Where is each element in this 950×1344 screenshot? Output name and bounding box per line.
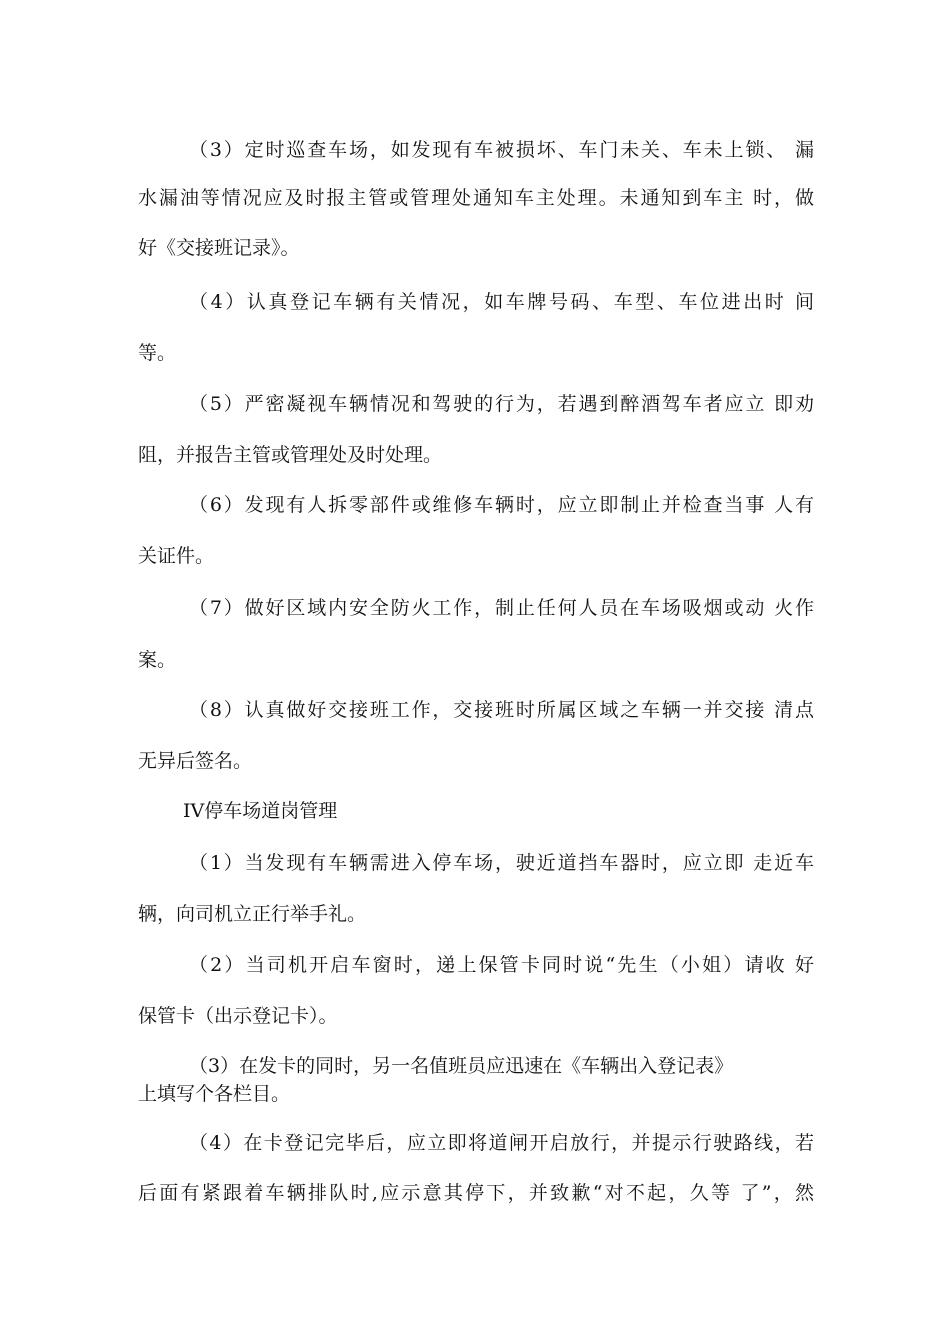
item3-line2: 水漏油等情况应及时报主管或管理处通知车主处理。未通知到车主 时，做 [138, 187, 814, 209]
gate4-line2: 后面有紧跟着车辆排队时,应示意其停下，并致歉“对不起，久等 了”，然 [138, 1182, 814, 1204]
item8-line2: 无异后签名。 [138, 750, 253, 772]
gate1-line1: （1）当发现有车辆需进入停车场，驶近道挡车器时，应立即 走近车 [189, 852, 814, 874]
item6-line2: 关证件。 [138, 545, 215, 567]
gate3-line2: 上填写个各栏目。 [138, 1083, 291, 1105]
item8-line1: （8）认真做好交接班工作，交接班时所属区域之车辆一并交接 清点 [189, 699, 814, 721]
gate1-line2: 辆，向司机立正行举手礼。 [138, 903, 367, 925]
gate2-line2: 保管卡（出示登记卡）。 [138, 1005, 338, 1027]
gate3-line1: （3）在发卡的同时，另一名值班员应迅速在《车辆出入登记表》 [189, 1055, 734, 1077]
gate4-line1: （4）在卡登记完毕后，应立即将道闸开启放行，并提示行驶路线，若 [189, 1132, 814, 1154]
section-heading: IV停车场道岗管理 [183, 800, 338, 822]
gate2-line1: （2）当司机开启车窗时，递上保管卡同时说“先生（小姐）请收 好 [189, 954, 814, 976]
item6-line1: （6）发现有人拆零部件或维修车辆时，应立即制止并检查当事 人有 [189, 494, 814, 516]
item3-line1: （3）定时巡查车场，如发现有车被损坏、车门未关、车未上锁、 漏 [189, 139, 814, 161]
item5-line1: （5）严密凝视车辆情况和驾驶的行为，若遇到醉酒驾车者应立 即劝 [189, 393, 814, 415]
item7-line1: （7）做好区域内安全防火工作，制止任何人员在车场吸烟或动 火作 [189, 597, 814, 619]
item3-line3: 好《交接班记录》。 [138, 237, 300, 259]
item4-line2: 等。 [138, 342, 177, 364]
item4-line1: （4）认真登记车辆有关情况，如车牌号码、车型、车位进出时 间 [189, 291, 814, 313]
item7-line2: 案。 [138, 649, 177, 671]
item5-line2: 阻，并报告主管或管理处及时处理。 [138, 444, 443, 466]
